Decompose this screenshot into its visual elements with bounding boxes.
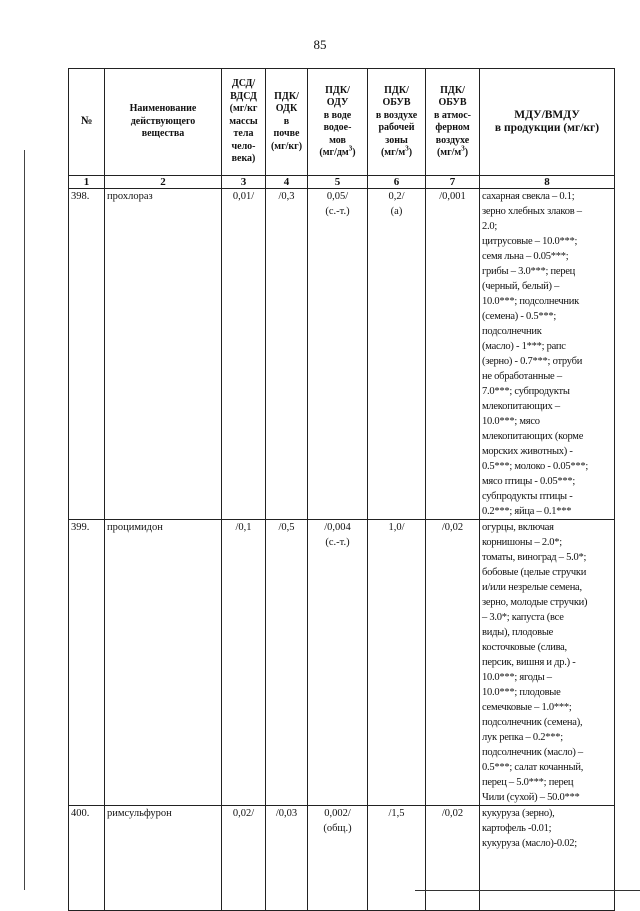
header-cell xyxy=(266,69,308,176)
header-text: в продукции (мг/кг) xyxy=(494,122,600,134)
mrl-line: млекопитающих (корме xyxy=(482,431,584,442)
dsd-value: 0,01/ xyxy=(222,189,266,520)
mrl-line: персик, вишня и др.) - xyxy=(482,657,576,668)
header-text: (мг/м xyxy=(380,147,406,158)
water-value-line: 0,05/ xyxy=(326,191,349,202)
mrl-line: кукуруза (масло)-0.02; xyxy=(482,838,577,849)
mrl-line: 10.0***; мясо xyxy=(482,416,540,427)
header-text: ПДК/ xyxy=(325,84,350,96)
mrl-line: косточковые (слива, xyxy=(482,642,567,653)
water-value-line: /0,004 xyxy=(324,522,351,533)
mrl-line: (семена) - 0.5***; xyxy=(482,311,557,322)
header-text: тела xyxy=(233,128,254,140)
header-text: (мг/кг) xyxy=(270,140,303,152)
mrl-line: огурцы, включая xyxy=(482,522,554,533)
header-text: ПДК/ xyxy=(384,84,409,96)
header-row xyxy=(69,69,615,176)
mrl-line: корнишоны – 2.0*; xyxy=(482,537,562,548)
unit-superscript: 3 xyxy=(348,144,353,153)
mrl-line: морских животных) - xyxy=(482,446,573,457)
mrl-line: подсолнечник xyxy=(482,326,542,337)
column-number: 5 xyxy=(308,176,368,189)
column-number: 7 xyxy=(426,176,480,189)
mrl-line: (черный, белый) – xyxy=(482,281,560,292)
soil-value: /0,3 xyxy=(266,189,308,520)
water-value xyxy=(308,520,368,806)
header-text: Наименование xyxy=(129,103,197,115)
mrl-line: не обработанные – xyxy=(482,371,562,382)
mrl-values xyxy=(480,520,615,806)
page-number: 85 xyxy=(313,37,327,52)
substance-name: процимидон xyxy=(105,520,222,806)
header-text: ) xyxy=(352,147,356,158)
header-text: ОДУ xyxy=(326,97,349,108)
water-value-line: (с.-т.) xyxy=(325,206,350,217)
row-number: 398. xyxy=(69,189,105,520)
mrl-line: – 3.0*; капуста (все xyxy=(482,612,564,623)
header-cell xyxy=(308,69,368,176)
header-text: ОДК xyxy=(275,103,298,115)
row-number: 400. xyxy=(69,806,105,911)
header-text: вещества xyxy=(141,128,185,140)
dsd-value: /0,1 xyxy=(222,520,266,806)
header-text: в воде xyxy=(323,109,352,121)
header-cell xyxy=(480,69,615,176)
header-text: водое- xyxy=(323,122,352,133)
unit-superscript: 3 xyxy=(405,144,409,153)
bottom-rule xyxy=(415,890,640,891)
work-air-value xyxy=(368,189,426,520)
header-text: ПДК/ xyxy=(440,84,465,96)
mrl-line: 10.0***; плодовые xyxy=(482,687,561,698)
header-text: ) xyxy=(464,147,469,158)
mrl-line: млекопитающих – xyxy=(482,401,560,412)
row-number: 399. xyxy=(69,520,105,806)
header-text: в xyxy=(283,115,290,127)
mrl-values xyxy=(480,189,615,520)
mrl-line: кукуруза (зерно), xyxy=(482,808,555,819)
water-value-line: 0,002/ xyxy=(324,808,351,819)
header-text: ферном xyxy=(435,122,470,133)
water-value-line: (общ.) xyxy=(323,823,352,834)
mrl-line: томаты, виноград – 5.0*; xyxy=(482,552,587,563)
header-text: ВДСД xyxy=(230,90,257,102)
column-number: 4 xyxy=(266,176,308,189)
water-value xyxy=(308,189,368,520)
header-cell xyxy=(426,69,480,176)
header-text: ДСД/ xyxy=(231,78,256,90)
mrl-line: 10.0***; подсолнечник xyxy=(482,296,579,307)
header-text: действующего xyxy=(130,115,196,127)
header-text: в атмос- xyxy=(433,109,471,121)
unit-superscript: 3 xyxy=(461,144,465,153)
mrl-line: 2.0; xyxy=(482,221,498,232)
mrl-line: сахарная свекла – 0.1; xyxy=(482,191,575,202)
atm-air-value: /0,02 xyxy=(426,806,480,911)
mrl-line: зерно хлебных злаков – xyxy=(482,206,582,217)
header-text: рабочей xyxy=(378,122,415,133)
header-text: воздухе xyxy=(435,134,470,146)
column-number-row xyxy=(69,176,615,189)
header-text: века) xyxy=(231,153,256,165)
column-number: 8 xyxy=(480,176,615,189)
dsd-value: 0,02/ xyxy=(222,806,266,911)
header-text: чело- xyxy=(231,140,256,152)
header-text: (мг/м xyxy=(436,147,462,158)
mrl-line: 7.0***; субпродукты xyxy=(482,386,570,397)
substance-name: прохлораз xyxy=(105,189,222,520)
atm-air-value: /0,001 xyxy=(426,189,480,520)
substance-name: римсульфурон xyxy=(105,806,222,911)
mrl-line: картофель -0.01; xyxy=(482,823,552,834)
column-number: 6 xyxy=(368,176,426,189)
table-row xyxy=(69,806,615,911)
header-text: МДУ/ВМДУ xyxy=(514,108,580,121)
header-cell xyxy=(69,69,105,176)
mrl-line: подсолнечник (семена), xyxy=(482,717,583,728)
mrl-line: 0.2***; яйца – 0.1*** xyxy=(482,506,572,517)
mrl-values xyxy=(480,806,615,911)
work-air-value-line: (а) xyxy=(390,206,403,217)
header-text: ) xyxy=(408,147,413,158)
work-air-value-line: 1,0/ xyxy=(388,522,405,533)
header-cell xyxy=(222,69,266,176)
column-number: 3 xyxy=(222,176,266,189)
mrl-line: и/или незрелые семена, xyxy=(482,582,582,593)
work-air-value-line: /1,5 xyxy=(388,808,405,819)
water-value-line: (с.-т.) xyxy=(325,537,350,548)
header-cell xyxy=(105,69,222,176)
header-text: ОБУВ xyxy=(382,97,411,108)
header-text: (мг/кг xyxy=(229,103,258,115)
atm-air-value: /0,02 xyxy=(426,520,480,806)
mrl-line: субпродукты птицы - xyxy=(482,491,573,502)
column-number: 1 xyxy=(69,176,105,189)
table-row xyxy=(69,520,615,806)
work-air-value xyxy=(368,520,426,806)
mrl-line: 0.5***; молоко - 0.05***; xyxy=(482,461,589,472)
mrl-line: 10.0***; ягоды – xyxy=(482,672,552,683)
left-margin-rule xyxy=(24,150,25,890)
mrl-line: грибы – 3.0***; перец xyxy=(482,266,576,277)
header-text: ОБУВ xyxy=(438,97,467,108)
soil-value: /0,03 xyxy=(266,806,308,911)
header-text: № xyxy=(80,115,93,128)
soil-value: /0,5 xyxy=(266,520,308,806)
mrl-line: подсолнечник (масло) – xyxy=(482,747,583,758)
mrl-line: мясо птицы - 0.05***; xyxy=(482,476,576,487)
header-cell xyxy=(368,69,426,176)
column-number: 2 xyxy=(105,176,222,189)
mrl-line: бобовые (целые стручки xyxy=(482,567,587,578)
mrl-line: Чили (сухой) – 50.0*** xyxy=(482,792,580,803)
mrl-line: семя льна – 0.05***; xyxy=(482,251,569,262)
mrl-line: виды), плодовые xyxy=(482,627,554,638)
header-text: мов xyxy=(329,134,346,146)
header-text: (мг/дм xyxy=(319,147,349,158)
mrl-line: лук репка – 0.2***; xyxy=(482,732,563,743)
header-text: ПДК/ xyxy=(274,90,299,102)
mrl-line: цитрусовые – 10.0***; xyxy=(482,236,578,247)
mrl-line: 0.5***; салат кочанный, xyxy=(482,762,584,773)
work-air-value-line: 0,2/ xyxy=(388,191,405,202)
work-air-value xyxy=(368,806,426,911)
header-text: в воздухе xyxy=(375,109,418,121)
mrl-line: перец – 5.0***; перец xyxy=(482,777,574,788)
table-row xyxy=(69,189,615,520)
header-text: массы xyxy=(229,115,258,127)
water-value xyxy=(308,806,368,911)
mrl-line: зерно, молодые стручки) xyxy=(482,597,588,608)
mrl-line: (зерно) - 0.7***; отруби xyxy=(482,356,583,367)
mrl-line: (масло) - 1***; рапс xyxy=(482,341,566,352)
header-text: зоны xyxy=(385,134,408,146)
header-text: почве xyxy=(273,128,300,140)
pesticide-standards-table xyxy=(68,68,615,911)
mrl-line: семечковые – 1.0***; xyxy=(482,702,572,713)
